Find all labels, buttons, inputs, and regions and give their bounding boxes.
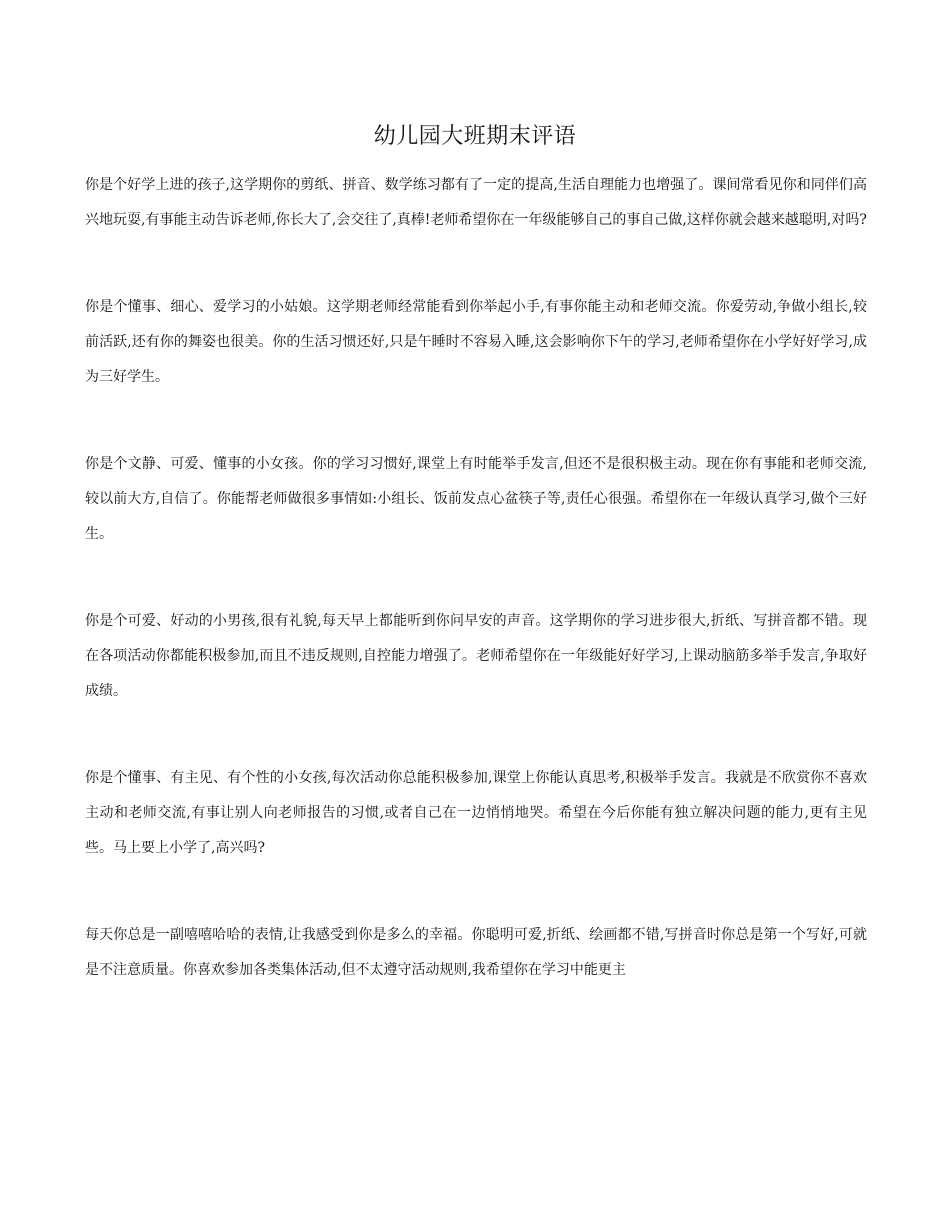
comment-paragraph-1: 你是个好学上进的孩子,这学期你的剪纸、拼音、数学练习都有了一定的提高,生活自理能力也增强了。课间常看见你和同伴们高兴地玩耍,有事能主动告诉老师,你长大了,会交往了,真棒!老师希望你在一年级能够自己的事自己做,这样你就会越来越聪明,对吗? (85, 177, 867, 228)
comment-paragraph-5: 你是个懂事、有主见、有个性的小女孩,每次活动你总能积极参加,课堂上你能认真思考,积极举手发言。我就是不欣赏你不喜欢主动和老师交流,有事让别人向老师报告的习惯,或者自己在一边悄悄地哭。希望在今后你能有独立解决问题的能力,更有主见些。马上要上小学了,高兴吗? (85, 770, 867, 856)
comment-paragraph-6: 每天你总是一副嘻嘻哈哈的表情,让我感受到你是多么的幸福。你聪明可爱,折纸、绘画都不错,写拼音时你总是第一个写好,可就是不注意质量。你喜欢参加各类集体活动,但不太遵守活动规则,我希望你在学习中能更主 (85, 927, 867, 978)
comment-paragraph-2: 你是个懂事、细心、爱学习的小姑娘。这学期老师经常能看到你举起小手,有事你能主动和老师交流。你爱劳动,争做小组长,较前活跃,还有你的舞姿也很美。你的生活习惯还好,只是午睡时不容易入睡,这会影响你下午的学习,老师希望你在小学好好学习,成为三好学生。 (85, 299, 867, 385)
document-body (85, 168, 867, 1040)
comment-paragraph-3: 你是个文静、可爱、懂事的小女孩。你的学习习惯好,课堂上有时能举手发言,但还不是很积极主动。现在你有事能和老师交流,较以前大方,自信了。你能帮老师做很多事情如:小组长、饭前发点心盆筷子等,责任心很强。希望你在一年级认真学习,做个三好生。 (85, 456, 867, 542)
document-title: 幼儿园大班期末评语 (373, 124, 577, 149)
comment-paragraph-4: 你是个可爱、好动的小男孩,很有礼貌,每天早上都能听到你问早安的声音。这学期你的学习进步很大,折纸、写拼音都不错。现在各项活动你都能积极参加,而且不违反规则,自控能力增强了。老师希望你在一年级能好好学习,上课动脑筋多举手发言,争取好成绩。 (85, 613, 867, 699)
